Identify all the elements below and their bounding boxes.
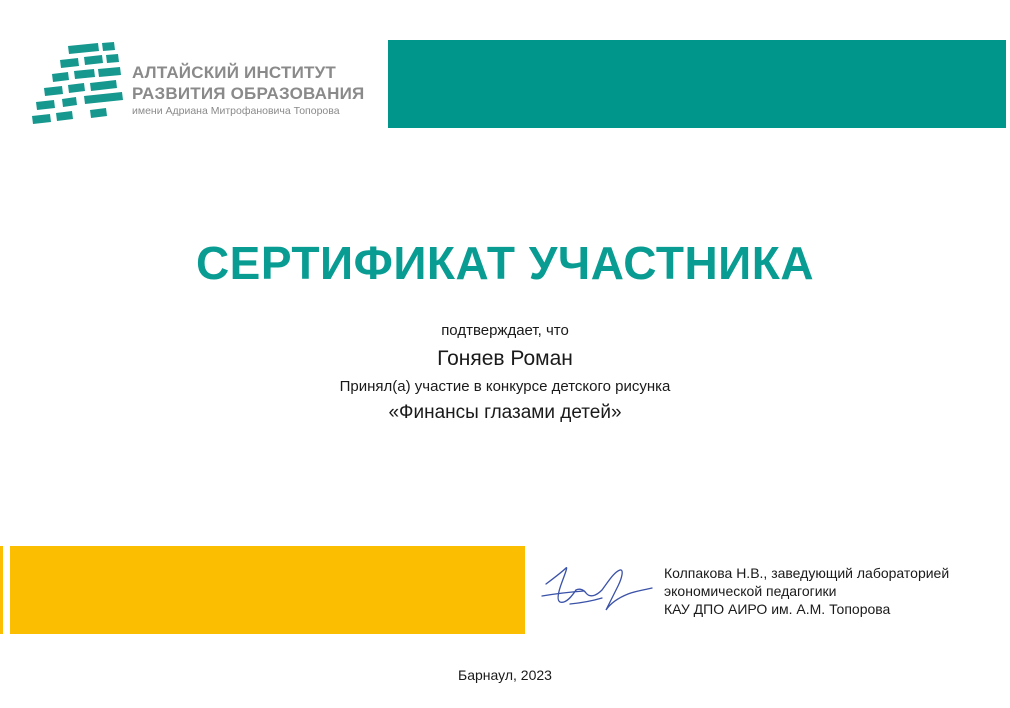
signer-line2: экономической педагогики bbox=[664, 583, 837, 599]
header-teal-band bbox=[388, 40, 1006, 128]
footer-yellow-band bbox=[10, 546, 525, 634]
logo-subtitle: имени Адриана Митрофановича Топорова bbox=[132, 105, 340, 117]
footer-yellow-stripe bbox=[0, 546, 3, 634]
certificate-title: СЕРТИФИКАТ УЧАСТНИКА bbox=[195, 237, 815, 289]
logo-title-line2: РАЗВИТИЯ ОБРАЗОВАНИЯ bbox=[132, 84, 365, 103]
institute-logo bbox=[32, 40, 365, 130]
logo-title-line1: АЛТАЙСКИЙ ИНСТИТУТ bbox=[132, 63, 336, 82]
confirm-text: подтверждает, что bbox=[441, 322, 569, 339]
signer-info bbox=[664, 564, 949, 618]
signer-line1: Колпакова Н.В., заведующий лабораторией bbox=[664, 565, 950, 581]
logo-text bbox=[132, 62, 364, 118]
city-year: Барнаул, 2023 bbox=[458, 667, 552, 683]
contest-name: «Финансы глазами детей» bbox=[388, 402, 622, 423]
participation-text: Принял(а) участие в конкурсе детского рисунка bbox=[339, 378, 671, 395]
signer-line3: КАУ ДПО АИРО им. А.М. Топорова bbox=[664, 601, 891, 617]
logo-emblem-icon bbox=[32, 40, 127, 130]
signature-image bbox=[540, 560, 655, 620]
recipient-name: Гоняев Роман bbox=[437, 347, 573, 370]
